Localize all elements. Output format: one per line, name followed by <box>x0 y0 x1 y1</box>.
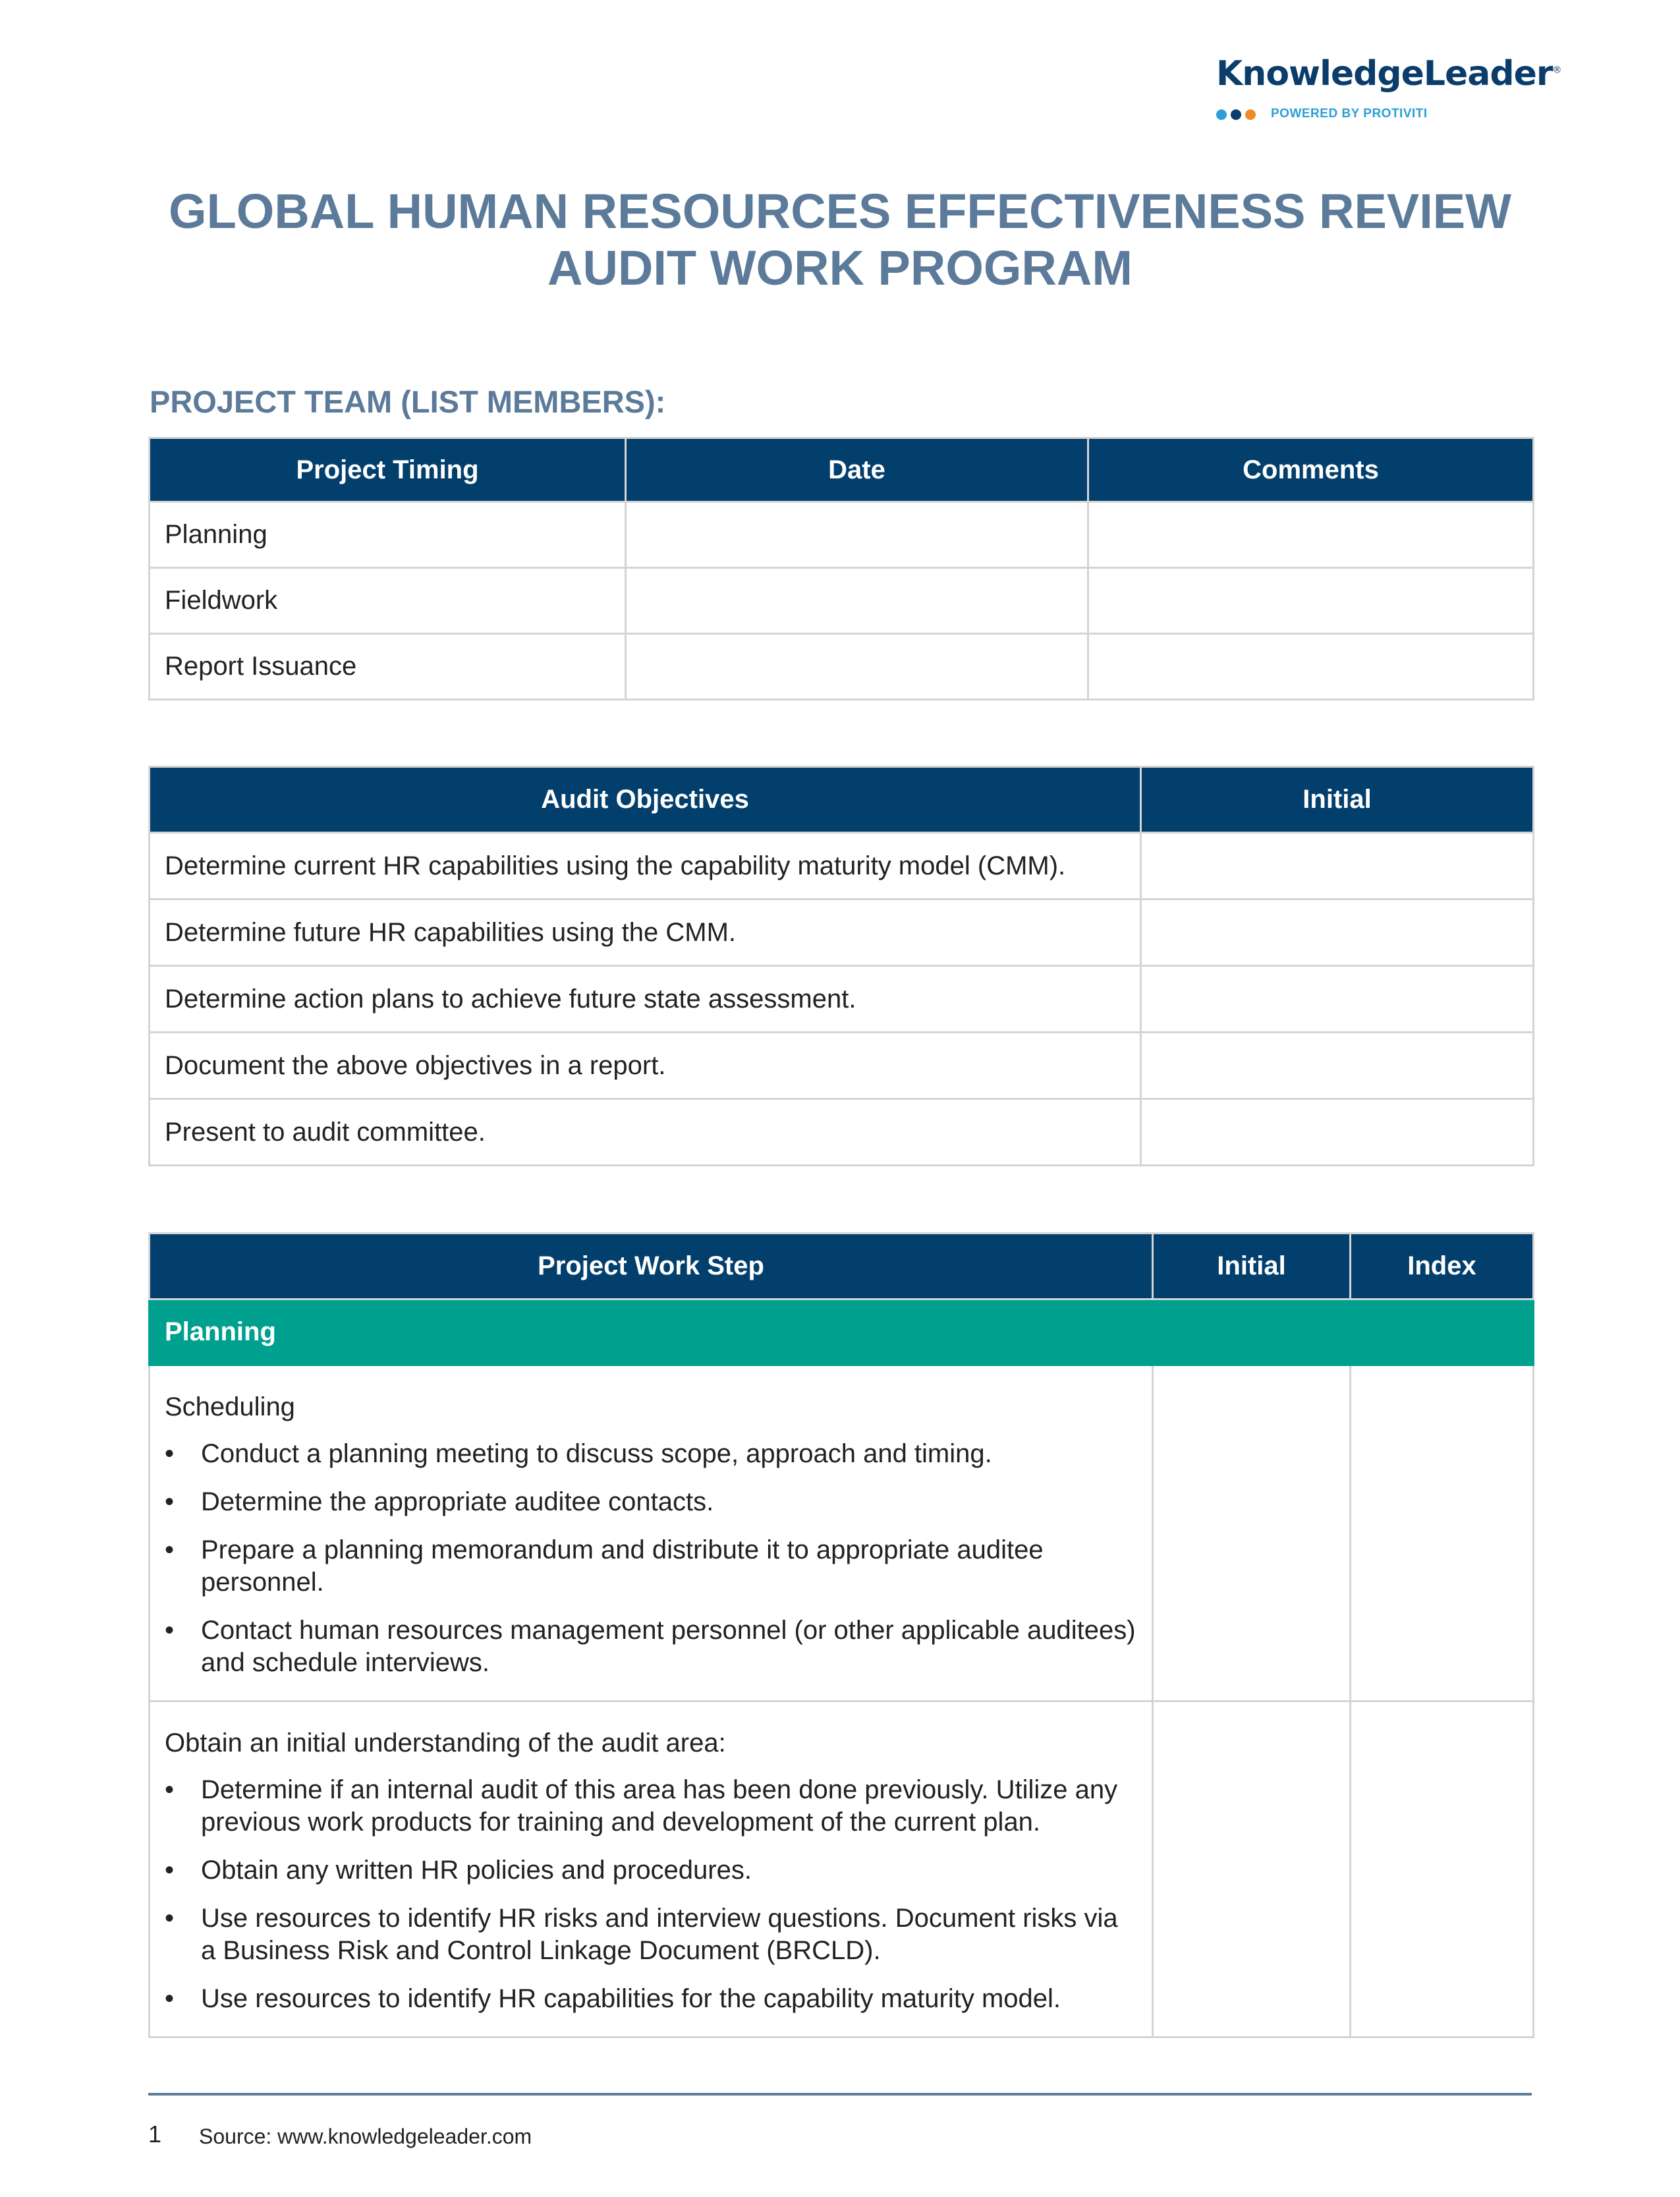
table-row <box>150 833 1534 899</box>
document-title <box>0 183 1680 297</box>
footer-divider <box>148 2093 1532 2096</box>
objective-cell: Determine current HR capabilities using the capability maturity model (CMM). <box>150 833 1141 899</box>
table-row <box>150 568 1534 634</box>
objective-cell: Determine future HR capabilities using the CMM. <box>150 899 1141 966</box>
table-row <box>150 966 1534 1033</box>
logo-dot-orange <box>1245 109 1256 120</box>
timing-date-cell[interactable] <box>626 634 1088 700</box>
project-timing-table <box>148 437 1534 700</box>
header-audit-objectives: Audit Objectives <box>150 767 1141 833</box>
timing-header-row <box>150 438 1534 502</box>
initial-cell[interactable] <box>1141 966 1534 1033</box>
section-label: Planning <box>150 1299 1534 1365</box>
timing-comments-cell[interactable] <box>1088 502 1534 568</box>
initial-cell[interactable] <box>1153 1701 1351 2038</box>
list-item: • Use resources to identify HR risks and interview questions. Document risks via a Business Risk and Control Linkage Document (BRCLD). <box>165 1902 1137 1967</box>
knowledgeleader-logo <box>1216 54 1561 127</box>
initial-cell[interactable] <box>1141 833 1534 899</box>
index-cell[interactable] <box>1351 1365 1534 1701</box>
audit-objectives-table <box>148 766 1534 1166</box>
title-line-1: GLOBAL HUMAN RESOURCES EFFECTIVENESS REVIEW <box>169 184 1511 239</box>
list-item: • Determine the appropriate auditee contacts. <box>165 1486 1137 1518</box>
header-index: Index <box>1351 1234 1534 1299</box>
table-row <box>150 1033 1534 1099</box>
timing-date-cell[interactable] <box>626 502 1088 568</box>
work-step-title: Scheduling <box>165 1392 295 1421</box>
initial-cell[interactable] <box>1153 1365 1351 1701</box>
work-step-title: Obtain an initial understanding of the audit area: <box>165 1728 726 1757</box>
objective-cell: Present to audit committee. <box>150 1099 1141 1166</box>
workstep-header-row <box>150 1234 1534 1299</box>
timing-date-cell[interactable] <box>626 568 1088 634</box>
header-project-timing: Project Timing <box>150 438 626 502</box>
logo-dot-blue <box>1216 109 1227 120</box>
objective-cell: Determine action plans to achieve future state assessment. <box>150 966 1141 1033</box>
header-initial: Initial <box>1141 767 1534 833</box>
header-date: Date <box>626 438 1088 502</box>
list-item: • Conduct a planning meeting to discuss scope, approach and timing. <box>165 1438 1137 1470</box>
table-row <box>150 1099 1534 1166</box>
source-text: Source: www.knowledgeleader.com <box>199 2125 532 2148</box>
header-initial: Initial <box>1153 1234 1351 1299</box>
header-comments: Comments <box>1088 438 1534 502</box>
objective-cell: Document the above objectives in a report. <box>150 1033 1141 1099</box>
index-cell[interactable] <box>1351 1701 1534 2038</box>
table-row <box>150 634 1534 700</box>
table-row <box>150 899 1534 966</box>
timing-comments-cell[interactable] <box>1088 634 1534 700</box>
list-item: • Prepare a planning memorandum and distribute it to appropriate auditee personnel. <box>165 1534 1137 1599</box>
work-step-bullets <box>165 1774 1137 2015</box>
timing-comments-cell[interactable] <box>1088 568 1534 634</box>
logo-dot-navy <box>1231 109 1241 120</box>
list-item: • Determine if an internal audit of this area has been done previously. Utilize any previous work products for training and development of the current plan. <box>165 1774 1137 1839</box>
table-row <box>150 502 1534 568</box>
initial-cell[interactable] <box>1141 899 1534 966</box>
initial-cell[interactable] <box>1141 1099 1534 1166</box>
title-line-2: AUDIT WORK PROGRAM <box>547 241 1133 295</box>
timing-phase-cell: Planning <box>150 502 626 568</box>
project-work-step-table <box>148 1232 1534 2038</box>
project-team-heading: PROJECT TEAM (LIST MEMBERS): <box>150 384 666 419</box>
timing-phase-cell: Report Issuance <box>150 634 626 700</box>
page-number: 1 <box>148 2121 162 2148</box>
initial-cell[interactable] <box>1141 1033 1534 1099</box>
list-item: • Use resources to identify HR capabilities for the capability maturity model. <box>165 1983 1137 2015</box>
timing-phase-cell: Fieldwork <box>150 568 626 634</box>
table-row <box>150 1701 1534 2038</box>
work-step-cell <box>150 1701 1153 2038</box>
logo-wordmark: KnowledgeLeader® <box>1216 54 1561 94</box>
work-step-bullets <box>165 1438 1137 1679</box>
table-row <box>150 1365 1534 1701</box>
work-step-cell <box>150 1365 1153 1701</box>
list-item: • Obtain any written HR policies and procedures. <box>165 1854 1137 1887</box>
logo-tagline: POWERED BY PROTIVITI <box>1271 107 1428 121</box>
section-row-planning <box>150 1299 1534 1365</box>
header-project-work-step: Project Work Step <box>150 1234 1153 1299</box>
objectives-header-row <box>150 767 1534 833</box>
list-item: • Contact human resources management personnel (or other applicable auditees) and schedule interviews. <box>165 1614 1137 1679</box>
